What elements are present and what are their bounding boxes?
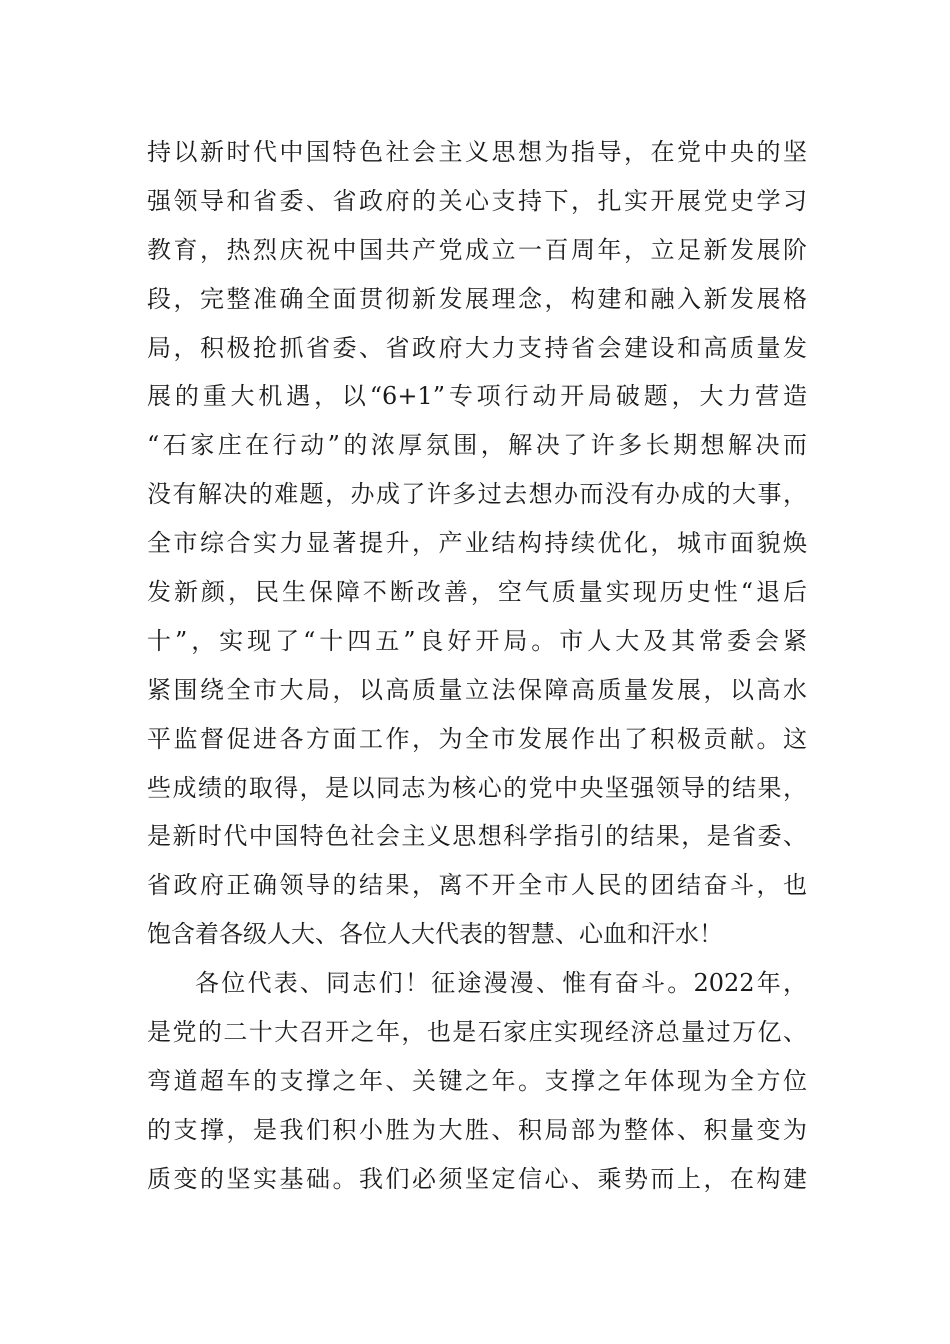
text-line: 展的重大机遇，以“6+1”专项行动开局破题，大力营造	[147, 382, 807, 411]
text-line: 没有解决的难题，办成了许多过去想办而没有办成的大事，	[147, 480, 807, 509]
text-line: 全市综合实力显著提升，产业结构持续优化，城市面貌焕	[147, 529, 807, 558]
text-line: 质变的坚实基础。我们必须坚定信心、乘势而上，在构建	[147, 1164, 807, 1193]
text-line: 发新颜，民生保障不断改善，空气质量实现历史性“退后	[147, 578, 807, 607]
text-line: 平监督促进各方面工作，为全市发展作出了积极贡献。这	[147, 724, 807, 753]
paragraph-end-line: 饱含着各级人大、各位人大代表的智慧、心血和汗水！	[147, 920, 723, 949]
text-line: 紧围绕全市大局，以高质量立法保障高质量发展，以高水	[147, 675, 807, 704]
body-text	[147, 128, 807, 1204]
text-line: 持以新时代中国特色社会主义思想为指导，在党中央的坚	[147, 138, 807, 166]
text-line: 教育，热烈庆祝中国共产党成立一百周年，立足新发展阶	[147, 235, 807, 264]
text-line: 些成绩的取得，是以同志为核心的党中央坚强领导的结果，	[147, 773, 807, 802]
text-line: 强领导和省委、省政府的关心支持下，扎实开展党史学习	[147, 186, 807, 215]
text-line: 段，完整准确全面贯彻新发展理念，构建和融入新发展格	[147, 284, 807, 313]
text-line: 弯道超车的支撑之年、关键之年。支撑之年体现为全方位	[147, 1066, 807, 1095]
text-line: “石家庄在行动”的浓厚氛围，解决了许多长期想解决而	[147, 431, 807, 460]
text-line: 十”，实现了“十四五”良好开局。市人大及其常委会紧	[147, 626, 807, 655]
paragraph-first-line: 各位代表、同志们！征途漫漫、惟有奋斗。2022年，	[195, 969, 807, 998]
text-line: 是党的二十大召开之年，也是石家庄实现经济总量过万亿、	[147, 1018, 807, 1047]
text-line: 是新时代中国特色社会主义思想科学指引的结果，是省委、	[147, 822, 807, 851]
text-line: 省政府正确领导的结果，离不开全市人民的团结奋斗，也	[147, 871, 807, 900]
text-line: 局，积极抢抓省委、省政府大力支持省会建设和高质量发	[147, 333, 807, 362]
text-line: 的支撑，是我们积小胜为大胜、积局部为整体、积量变为	[147, 1115, 807, 1144]
